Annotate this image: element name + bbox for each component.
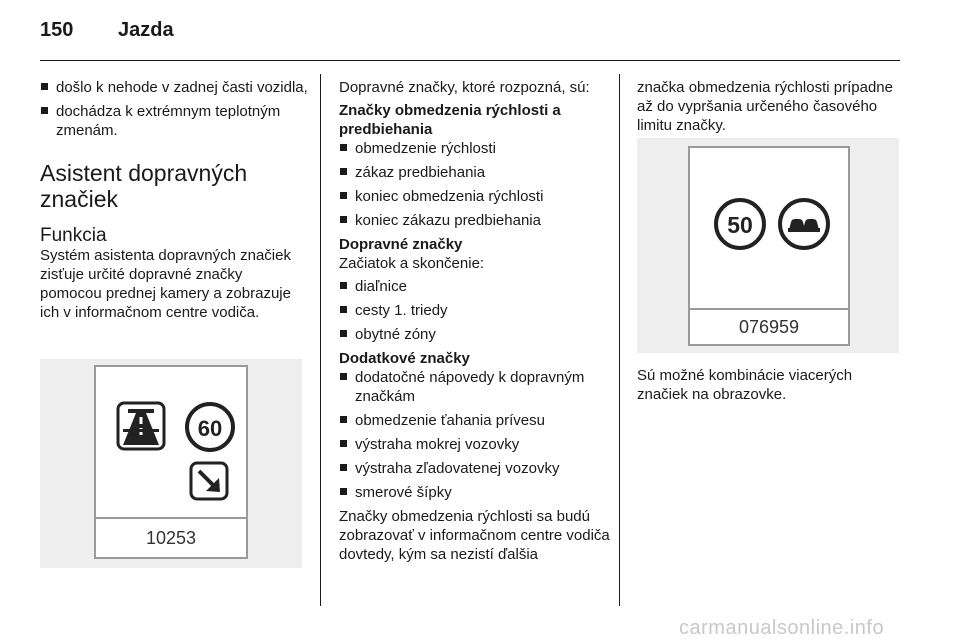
list-item: cesty 1. triedy (339, 301, 611, 320)
group-intro-traffic: Začiatok a skončenie: (339, 255, 485, 272)
sign-graphics (96, 367, 246, 515)
list-item: obytné zóny (339, 325, 611, 344)
display-panel (94, 365, 248, 559)
speed-sign-value: 60 (197, 416, 223, 441)
list-item: obmedzenie rýchlosti (339, 139, 611, 158)
continuation-paragraph: značka obmedzenia rýchlosti prípadne až do vypršania určeného časového limitu značky. (637, 79, 893, 134)
figure-code: 10253 (96, 517, 246, 557)
figure-motorway-60 (40, 359, 302, 568)
sign-graphics (690, 148, 848, 306)
group-heading-speed: Značky obmedzenia rýchlosti a predbiehania (339, 102, 561, 138)
column-2 (339, 78, 611, 568)
list-item: koniec obmedzenia rýchlosti (339, 187, 611, 206)
page-number: 150 (40, 19, 74, 41)
group-heading-traffic: Dopravné značky (339, 236, 463, 253)
section-title: Asistent dopravných značiek (40, 160, 248, 212)
list-item: smerové šípky (339, 483, 611, 502)
function-paragraph: Systém asistenta dopravných značiek zisťuje určité dopravné značky pomocou prednej kamery a zobrazuje ich v informačnom centre vodiča. (40, 247, 291, 321)
motorway-icon (118, 403, 164, 449)
display-panel (688, 146, 850, 346)
list-item: zákaz predbiehania (339, 163, 611, 182)
list-item: dochádza k extrémnym teplotným zmenám. (40, 102, 308, 140)
watermark: carmanualsonline.info (679, 617, 885, 639)
list-item: koniec zákazu predbiehania (339, 211, 611, 230)
page-header (40, 19, 174, 42)
column-3-bottom (637, 366, 901, 408)
figure-code: 076959 (690, 308, 848, 344)
list-speed-signs (339, 139, 611, 230)
no-overtaking-icon (780, 200, 828, 248)
figure-50-no-overtaking (637, 138, 899, 353)
speed-sign-value: 50 (727, 212, 753, 238)
list-item: došlo k nehode v zadnej časti vozidla, (40, 78, 308, 97)
list-item: dodatočné nápovedy k dopravným značkám (339, 368, 611, 406)
chapter-title: Jazda (118, 19, 174, 41)
header-rule (40, 60, 900, 61)
column-1 (40, 78, 308, 326)
column-divider-2 (619, 74, 620, 606)
bullet-list-conditions (40, 78, 308, 140)
list-item: diaľnice (339, 277, 611, 296)
list-traffic-signs (339, 277, 611, 344)
subheading-funkcia: Funkcia (40, 225, 107, 246)
list-item: výstraha zľadovatenej vozovky (339, 459, 611, 478)
arrow-down-right-icon (191, 463, 227, 499)
column-divider-1 (320, 74, 321, 606)
list-item: výstraha mokrej vozovky (339, 435, 611, 454)
display-paragraph: Značky obmedzenia rýchlosti sa budú zobrazovať v informačnom centre vodiča dovtedy, kým sa nezistí ďalšia (339, 508, 610, 563)
list-additional-signs (339, 368, 611, 502)
column-3 (637, 78, 901, 139)
speed-limit-50-icon (716, 200, 764, 248)
combinations-paragraph: Sú možné kombinácie viacerých značiek na obrazovke. (637, 367, 853, 403)
speed-limit-60-icon (187, 404, 233, 450)
list-item: obmedzenie ťahania prívesu (339, 411, 611, 430)
intro-text: Dopravné značky, ktoré rozpozná, sú: (339, 79, 590, 96)
group-heading-additional: Dodatkové značky (339, 350, 470, 367)
